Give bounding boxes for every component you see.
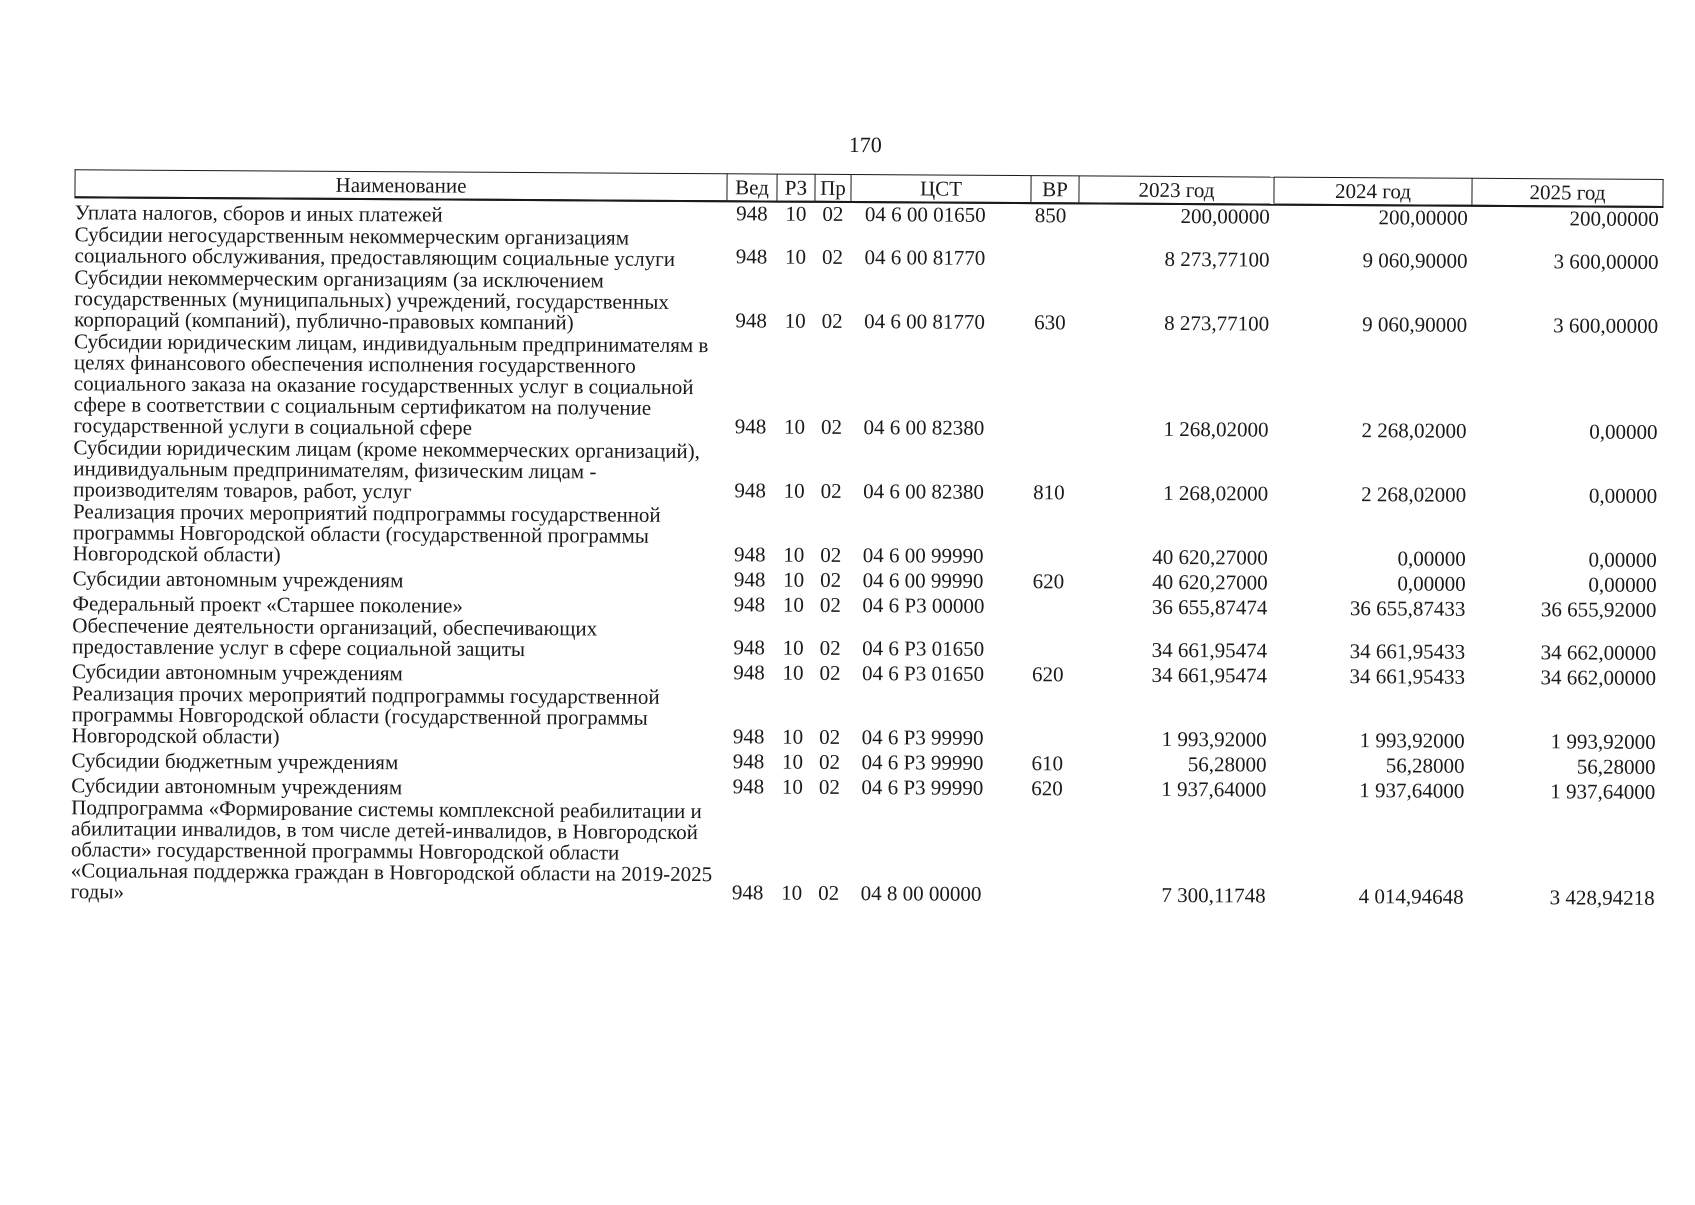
row-ved: 948 bbox=[734, 478, 766, 503]
row-name: Подпрограмма «Формирование системы комплексной реабилитации и абилитации инвалидов, в том числе детей-инвалидов, в Новгородской области» государственной программы Новгородской области «Социальная поддержка граждан в Новгородской области на 2019-2025 годы» bbox=[70, 795, 713, 904]
row-2024: 2 268,02000 bbox=[1361, 482, 1467, 507]
header-ved: Вед bbox=[727, 174, 777, 202]
row-rz: 10 bbox=[783, 542, 805, 567]
row-2024: 1 993,92000 bbox=[1359, 728, 1465, 753]
row-cst: 04 6 Р3 99990 bbox=[861, 750, 984, 775]
row-cst: 04 6 Р3 99990 bbox=[861, 725, 984, 750]
row-2024: 9 060,90000 bbox=[1362, 248, 1468, 273]
row-ved: 948 bbox=[733, 635, 766, 660]
row-pr: 02 bbox=[821, 308, 843, 333]
row-ved: 948 bbox=[736, 201, 768, 226]
row-ved: 948 bbox=[732, 749, 765, 774]
row-name: Реализация прочих мероприятий подпрограммы государственной программы Новгородской области (государственной программы Новгородской области) bbox=[72, 499, 661, 567]
row-rz: 10 bbox=[782, 660, 804, 685]
row-pr: 02 bbox=[818, 880, 840, 905]
row-rz: 10 bbox=[783, 567, 805, 592]
row-vr bbox=[1028, 595, 1076, 620]
row-name: Уплата налогов, сборов и иных платежей bbox=[74, 200, 443, 227]
row-pr: 02 bbox=[819, 592, 842, 617]
row-cst: 04 8 00 00000 bbox=[860, 881, 982, 906]
row-2023: 1 993,92000 bbox=[1161, 726, 1267, 752]
row-vr bbox=[1029, 506, 1077, 570]
row-2023: 7 300,11748 bbox=[1161, 882, 1266, 908]
row-2025: 1 993,92000 bbox=[1550, 729, 1656, 754]
budget-table bbox=[70, 169, 1663, 912]
row-2024: 0,00000 bbox=[1397, 546, 1466, 571]
row-2023: 1 937,64000 bbox=[1161, 776, 1267, 802]
row-2024: 2 268,02000 bbox=[1361, 418, 1467, 443]
row-rz: 10 bbox=[782, 592, 805, 617]
row-2024: 34 661,95433 bbox=[1349, 664, 1466, 689]
table-row bbox=[72, 682, 1660, 756]
row-pr: 02 bbox=[820, 567, 842, 592]
row-2024: 0,00000 bbox=[1397, 571, 1466, 596]
table-row bbox=[71, 796, 1660, 912]
row-cst: 04 6 00 81770 bbox=[864, 309, 986, 334]
row-2025: 1 937,64000 bbox=[1550, 779, 1656, 804]
row-ved: 948 bbox=[733, 542, 766, 567]
row-2024: 34 661,95433 bbox=[1349, 639, 1466, 664]
row-pr: 02 bbox=[819, 635, 841, 660]
row-cst: 04 6 00 99990 bbox=[862, 568, 984, 593]
table-row bbox=[73, 330, 1662, 446]
row-vr: 610 bbox=[1031, 751, 1064, 776]
row-2025: 0,00000 bbox=[1588, 572, 1657, 597]
row-rz: 10 bbox=[783, 414, 806, 439]
row-2024: 200,00000 bbox=[1378, 205, 1468, 230]
row-name: Субсидии юридическим лицам, индивидуальным предпринимателям в целях финансового обеспечения исполнения государственного социального заказа на оказание государственных услуг в социальной сфере в соответствии с социальным сертификатом на получение государственной услуги в социальной сфере bbox=[73, 329, 709, 440]
row-2025: 34 662,00000 bbox=[1540, 640, 1657, 665]
table-row bbox=[73, 436, 1661, 510]
row-vr bbox=[1031, 229, 1079, 272]
row-cst: 04 6 00 99990 bbox=[862, 543, 984, 568]
row-pr: 02 bbox=[819, 724, 841, 749]
row-ved: 948 bbox=[731, 880, 764, 905]
row-2023: 56,28000 bbox=[1187, 752, 1267, 777]
header-cst: ЦСТ bbox=[851, 175, 1031, 204]
row-cst: 04 6 Р3 00000 bbox=[862, 593, 985, 618]
row-rz: 10 bbox=[783, 478, 805, 503]
row-vr: 620 bbox=[1031, 776, 1063, 801]
row-ved: 948 bbox=[732, 774, 765, 799]
row-name: Обеспечение деятельности организаций, обеспечивающих предоставление услуг в сфере социальной защиты bbox=[72, 613, 598, 662]
row-rz: 10 bbox=[785, 244, 807, 269]
row-2025: 3 600,00000 bbox=[1553, 249, 1659, 274]
row-pr: 02 bbox=[820, 542, 842, 567]
row-ved: 948 bbox=[733, 567, 766, 592]
row-pr: 02 bbox=[822, 201, 844, 226]
row-vr bbox=[1028, 688, 1076, 752]
row-2025: 0,00000 bbox=[1588, 483, 1658, 508]
row-rz: 10 bbox=[782, 635, 804, 660]
row-2023: 8 273,77100 bbox=[1164, 246, 1270, 272]
row-vr: 620 bbox=[1032, 569, 1065, 594]
row-name: Субсидии автономным учреждениям bbox=[71, 773, 403, 800]
row-cst: 04 6 00 82380 bbox=[863, 479, 984, 504]
row-2023: 36 655,87474 bbox=[1151, 594, 1268, 620]
row-rz: 10 bbox=[781, 749, 804, 774]
row-ved: 948 bbox=[735, 308, 768, 333]
row-name: Субсидии автономным учреждениям bbox=[72, 566, 404, 593]
row-2024: 9 060,90000 bbox=[1362, 312, 1468, 337]
row-2025: 3 600,00000 bbox=[1553, 313, 1659, 338]
row-pr: 02 bbox=[818, 749, 841, 774]
row-2023: 40 620,27000 bbox=[1152, 569, 1268, 595]
row-ved: 948 bbox=[735, 244, 768, 269]
row-ved: 948 bbox=[734, 414, 767, 439]
row-2025: 200,00000 bbox=[1569, 206, 1659, 231]
row-rz: 10 bbox=[784, 308, 806, 333]
table-body bbox=[71, 197, 1663, 912]
table-row bbox=[73, 500, 1661, 574]
row-vr bbox=[1027, 802, 1076, 908]
row-name: Субсидии негосударственным некоммерческим организациям социального обслуживания, предоставляющим социальные услуги bbox=[74, 222, 676, 271]
row-name: Субсидии бюджетным учреждениям bbox=[71, 748, 399, 775]
row-2023: 200,00000 bbox=[1180, 204, 1270, 229]
row-rz: 10 bbox=[781, 880, 803, 905]
row-2023: 1 268,02000 bbox=[1163, 416, 1269, 442]
row-name: Субсидии юридическим лицам (кроме некоммерческих организаций), индивидуальным предпринимателям, физическим лицам - производителям товаров, работ, услуг bbox=[73, 435, 700, 504]
row-2023: 34 661,95474 bbox=[1151, 662, 1268, 688]
row-cst: 04 6 00 81770 bbox=[864, 245, 986, 270]
row-vr bbox=[1029, 336, 1078, 442]
header-pr: Пр bbox=[815, 174, 851, 202]
header-vr: ВР bbox=[1031, 176, 1079, 204]
row-cst: 04 6 Р3 01650 bbox=[862, 636, 985, 661]
header-2025: 2025 год bbox=[1472, 178, 1663, 207]
row-2025: 0,00000 bbox=[1588, 547, 1657, 572]
row-pr: 02 bbox=[820, 414, 843, 439]
header-2024: 2024 год bbox=[1274, 177, 1472, 206]
header-name: Наименование bbox=[75, 170, 727, 201]
header-rz: РЗ bbox=[777, 174, 815, 202]
row-2023: 1 268,02000 bbox=[1163, 480, 1269, 506]
row-vr: 630 bbox=[1034, 310, 1066, 335]
header-2023: 2023 год bbox=[1079, 176, 1274, 205]
row-cst: 04 6 Р3 01650 bbox=[861, 661, 985, 686]
row-rz: 10 bbox=[781, 774, 803, 799]
row-2025: 0,00000 bbox=[1589, 419, 1658, 444]
row-cst: 04 6 00 82380 bbox=[863, 415, 985, 440]
row-vr bbox=[1028, 620, 1076, 663]
table-row bbox=[74, 266, 1662, 340]
row-rz: 10 bbox=[782, 724, 804, 749]
row-pr: 02 bbox=[819, 660, 841, 685]
row-cst: 04 6 Р3 99990 bbox=[861, 775, 984, 800]
row-2025: 36 655,92000 bbox=[1540, 597, 1657, 622]
row-2024: 36 655,87433 bbox=[1349, 596, 1466, 621]
row-pr: 02 bbox=[822, 244, 844, 269]
row-vr: 810 bbox=[1033, 480, 1065, 505]
row-2023: 8 273,77100 bbox=[1164, 310, 1270, 336]
page-number: 170 bbox=[848, 131, 882, 158]
row-2024: 56,28000 bbox=[1385, 753, 1465, 778]
row-name: Реализация прочих мероприятий подпрограммы государственной программы Новгородской области (государственной программы Новгородской области) bbox=[71, 681, 660, 749]
row-2025: 3 428,94218 bbox=[1549, 885, 1655, 910]
row-cst: 04 6 00 01650 bbox=[864, 202, 986, 227]
row-2025: 56,28000 bbox=[1576, 754, 1656, 779]
row-2023: 34 661,95474 bbox=[1151, 637, 1268, 663]
row-name: Субсидии некоммерческим организациям (за исключением государственных (муниципальных) учреждений, государственных корпораций (компаний), публично-правовых компаний) bbox=[74, 265, 669, 335]
table-row bbox=[72, 614, 1660, 667]
row-2024: 4 014,94648 bbox=[1358, 884, 1464, 909]
row-2024: 1 937,64000 bbox=[1359, 778, 1465, 803]
row-ved: 948 bbox=[732, 724, 765, 749]
row-2023: 40 620,27000 bbox=[1152, 544, 1268, 570]
row-ved: 948 bbox=[733, 660, 765, 685]
row-ved: 948 bbox=[733, 592, 766, 617]
row-2025: 34 662,00000 bbox=[1540, 665, 1657, 690]
row-vr: 850 bbox=[1034, 203, 1067, 228]
row-name: Субсидии автономным учреждениям bbox=[71, 659, 403, 686]
row-pr: 02 bbox=[818, 774, 840, 799]
row-pr: 02 bbox=[820, 478, 842, 503]
row-name: Федеральный проект «Старшее поколение» bbox=[72, 591, 463, 618]
row-rz: 10 bbox=[785, 201, 807, 226]
row-vr: 620 bbox=[1031, 662, 1064, 687]
